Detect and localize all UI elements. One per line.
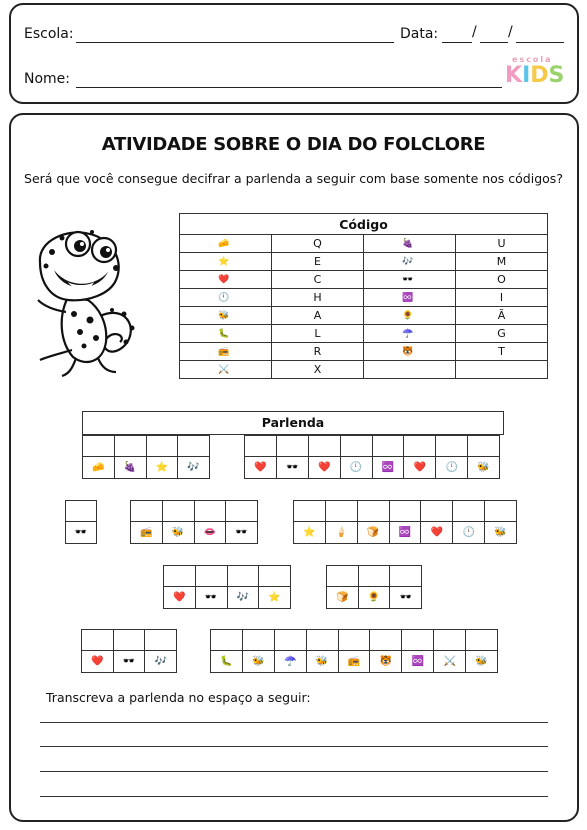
word-group (130, 500, 258, 544)
logo-letter-i: I (522, 63, 531, 88)
answer-cell[interactable] (326, 501, 358, 521)
code-symbol-cell: 🕛 (453, 522, 485, 543)
code-letter: Ã (456, 307, 548, 325)
code-row (180, 307, 548, 325)
code-letter: A (272, 307, 364, 325)
code-letter: X (272, 361, 364, 379)
logo-letter-k: K (505, 63, 523, 88)
answer-cell[interactable] (404, 436, 436, 456)
answer-cell[interactable] (294, 501, 326, 521)
answer-cell[interactable] (66, 501, 96, 521)
date-slash-1: / (472, 24, 477, 40)
code-symbol-cell: ❤️ (404, 457, 436, 478)
answer-cell[interactable] (390, 501, 422, 521)
code-symbol-cell: 🕛 (341, 457, 373, 478)
answer-cell[interactable] (164, 566, 196, 586)
code-symbol-cell: 🐝 (494, 527, 507, 538)
code-letter (456, 361, 548, 379)
code-symbol-cell: 🍦 (326, 522, 358, 543)
code-letter: E (272, 253, 364, 271)
code-symbol-cell: ♾️ (373, 457, 405, 478)
code-symbol-cell: 🕶️ (235, 527, 248, 538)
code-symbol-cell: 🍇 (115, 457, 147, 478)
answer-cell[interactable] (163, 501, 195, 521)
code-row (180, 271, 548, 289)
code-symbol-cell: 🍞 (358, 522, 390, 543)
code-symbol-cell: 🌻 (359, 587, 391, 608)
answer-cell[interactable] (259, 566, 290, 586)
code-symbol-cell: ☂️ (275, 651, 307, 672)
code-symbol: 🐯 (364, 343, 456, 361)
word-group (65, 500, 97, 544)
answer-cell[interactable] (468, 436, 499, 456)
answer-cell[interactable] (145, 630, 176, 650)
date-slash-2: / (508, 24, 513, 40)
code-table-header: Código (180, 214, 548, 235)
answer-cell[interactable] (114, 630, 146, 650)
code-symbol-cell: ❤️ (164, 587, 196, 608)
answer-cell[interactable] (307, 630, 339, 650)
answer-cell[interactable] (228, 566, 260, 586)
answer-cell[interactable] (370, 630, 402, 650)
code-symbol-cell: ❤️ (421, 522, 453, 543)
header-box (9, 3, 579, 104)
code-symbol-cell: 👄 (195, 522, 227, 543)
answer-cell[interactable] (83, 436, 115, 456)
code-symbol-cell: 🧀 (83, 457, 115, 478)
code-row (180, 235, 548, 253)
answer-line[interactable] (40, 722, 548, 723)
code-letter: G (456, 325, 548, 343)
code-symbol-cell: ❤️ (309, 457, 341, 478)
code-symbol-cell: ♾️ (390, 522, 422, 543)
word-group (163, 565, 291, 609)
code-symbol-cell: 🎶 (187, 462, 200, 473)
lizard-illustration (28, 222, 140, 380)
code-symbol-cell: 🕶️ (399, 592, 412, 603)
code-row (180, 325, 548, 343)
code-letter: L (272, 325, 364, 343)
code-symbol-cell: 🕶️ (277, 457, 309, 478)
code-row (180, 361, 548, 379)
answer-cell[interactable] (275, 630, 307, 650)
parlenda-header: Parlenda (82, 411, 504, 435)
answer-cell[interactable] (390, 566, 421, 586)
page-subtitle: Será que você consegue decifrar a parlenda a seguir com base somente nos códigos? (24, 171, 563, 186)
code-symbol (364, 361, 456, 379)
code-symbol: 🎶 (364, 253, 456, 271)
answer-cell[interactable] (485, 501, 516, 521)
code-symbol-cell: 📻 (131, 522, 163, 543)
code-letter: M (456, 253, 548, 271)
logo-letter-s: S (548, 63, 565, 88)
code-symbol: 🐝 (180, 307, 272, 325)
code-symbol-cell: 🕶️ (196, 587, 228, 608)
answer-cell[interactable] (196, 566, 228, 586)
code-symbol: 🍇 (364, 235, 456, 253)
code-letter: Q (272, 235, 364, 253)
answer-cell[interactable] (327, 566, 359, 586)
answer-cell[interactable] (211, 630, 243, 650)
code-symbol: 🐛 (180, 325, 272, 343)
code-letter: T (456, 343, 548, 361)
code-symbol-cell: 🎶 (154, 656, 167, 667)
name-field[interactable] (76, 87, 502, 88)
code-symbol-cell: ⚔️ (434, 651, 466, 672)
code-letter: U (456, 235, 548, 253)
code-row (180, 343, 548, 361)
code-symbol: 📻 (180, 343, 272, 361)
code-symbol-cell: ⭐ (147, 457, 179, 478)
code-symbol: 🕛 (180, 289, 272, 307)
code-symbol: ☂️ (364, 325, 456, 343)
code-symbol-cell: 📻 (339, 651, 371, 672)
code-symbol-cell: 🍞 (327, 587, 359, 608)
answer-cell[interactable] (341, 436, 373, 456)
code-symbol: ⚔️ (180, 361, 272, 379)
school-label: Escola: (24, 26, 74, 42)
code-symbol-cell: ♾️ (402, 651, 434, 672)
code-symbol-cell: 🕶️ (114, 651, 146, 672)
word-group (293, 500, 517, 544)
answer-cell[interactable] (178, 436, 209, 456)
code-symbol-cell: ⭐ (268, 592, 281, 603)
word-group (326, 565, 422, 609)
date-month-field[interactable] (480, 42, 508, 43)
answer-cell[interactable] (436, 436, 468, 456)
code-symbol-cell: 🐝 (243, 651, 275, 672)
answer-cell[interactable] (226, 501, 257, 521)
page-title: ATIVIDADE SOBRE O DIA DO FOLCLORE (101, 134, 486, 155)
date-year-field[interactable] (516, 42, 564, 43)
date-label: Data: (400, 26, 439, 42)
answer-cell[interactable] (147, 436, 179, 456)
answer-cell[interactable] (434, 630, 466, 650)
code-symbol-cell: 🐝 (307, 651, 339, 672)
answer-cell[interactable] (82, 630, 114, 650)
code-symbol-cell: 🐝 (163, 522, 195, 543)
code-symbol-cell: 🐝 (477, 462, 490, 473)
code-letter: I (456, 289, 548, 307)
code-symbol-cell: 🕶️ (74, 527, 88, 538)
code-symbol: ⭐ (180, 253, 272, 271)
code-symbol-cell: ⭐ (294, 522, 326, 543)
code-letter: H (272, 289, 364, 307)
code-row (180, 289, 548, 307)
code-symbol-cell: 🎶 (228, 587, 260, 608)
answer-cell[interactable] (195, 501, 227, 521)
word-group (81, 629, 177, 673)
code-symbol: ♾️ (364, 289, 456, 307)
code-symbol-cell: ❤️ (245, 457, 277, 478)
name-label: Nome: (24, 71, 71, 87)
school-field[interactable] (76, 42, 394, 43)
code-symbol: 🕶️ (364, 271, 456, 289)
word-group (82, 435, 210, 479)
answer-cell[interactable] (358, 501, 390, 521)
word-group (210, 629, 498, 673)
code-symbol-cell: ❤️ (82, 651, 114, 672)
answer-cell[interactable] (359, 566, 391, 586)
transcribe-instruction: Transcreva a parlenda no espaço a seguir: (46, 690, 311, 705)
date-day-field[interactable] (442, 42, 472, 43)
code-symbol-cell: 🐯 (370, 651, 402, 672)
answer-line[interactable] (40, 796, 548, 797)
answer-cell[interactable] (245, 436, 277, 456)
code-letter: O (456, 271, 548, 289)
code-letter: R (272, 343, 364, 361)
answer-cell[interactable] (466, 630, 497, 650)
answer-cell[interactable] (277, 436, 309, 456)
code-table (179, 213, 548, 379)
code-symbol-cell: 🕛 (436, 457, 468, 478)
code-symbol-cell: 🐛 (211, 651, 243, 672)
answer-cell[interactable] (373, 436, 405, 456)
answer-cell[interactable] (339, 630, 371, 650)
answer-cell[interactable] (402, 630, 434, 650)
answer-cell[interactable] (115, 436, 147, 456)
answer-cell[interactable] (421, 501, 453, 521)
code-row (180, 253, 548, 271)
word-group (244, 435, 500, 479)
code-symbol: 🧀 (180, 235, 272, 253)
answer-line[interactable] (40, 746, 548, 747)
code-symbol: ❤️ (180, 271, 272, 289)
answer-line[interactable] (40, 771, 548, 772)
logo-top-text: escola (512, 55, 553, 64)
code-symbol: 🌻 (364, 307, 456, 325)
code-symbol-cell: 🐝 (475, 656, 488, 667)
answer-cell[interactable] (309, 436, 341, 456)
answer-cell[interactable] (131, 501, 163, 521)
answer-cell[interactable] (453, 501, 485, 521)
logo-letter-d: D (530, 63, 549, 88)
answer-cell[interactable] (243, 630, 275, 650)
code-letter: C (272, 271, 364, 289)
